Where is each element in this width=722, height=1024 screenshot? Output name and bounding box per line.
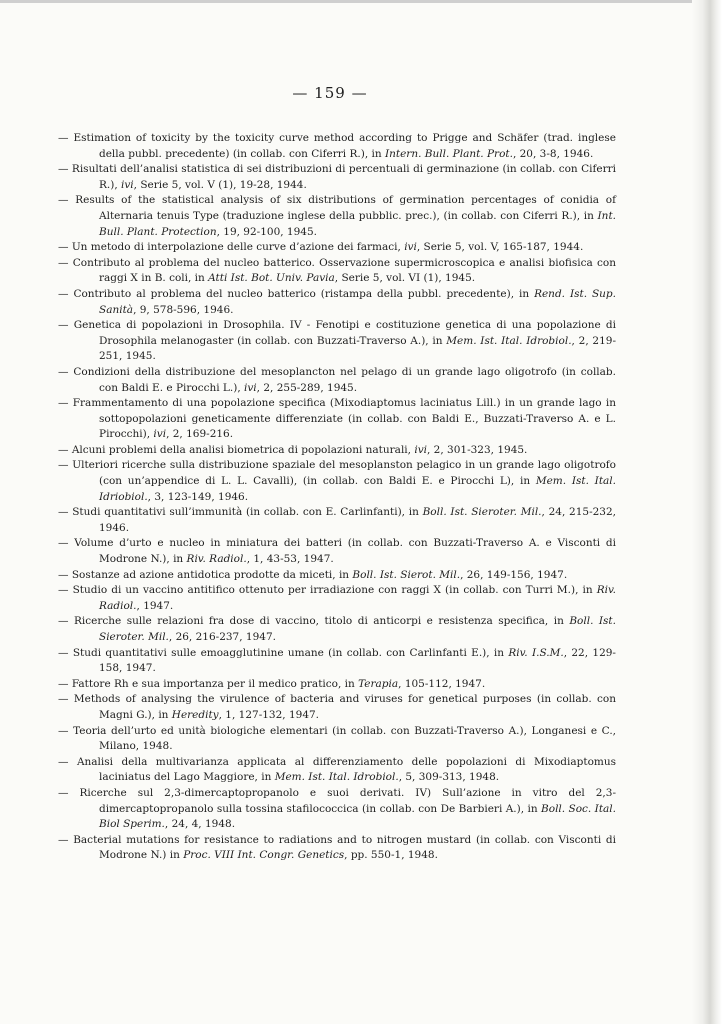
entry-text: , 20, 3-8, 1946. bbox=[512, 147, 594, 160]
entry-text: , 105-112, 1947. bbox=[398, 677, 486, 690]
entry-text: — Alcuni problemi della analisi biometrica di popolazioni naturali, bbox=[58, 443, 415, 456]
bibliography-entry bbox=[58, 568, 616, 584]
bibliography-entry bbox=[58, 396, 616, 443]
entry-source-italic: Boll. Ist. Sieroter. Mil. bbox=[422, 506, 542, 519]
bibliography-entry bbox=[58, 614, 616, 645]
bibliography-entry bbox=[58, 692, 616, 723]
entry-text: — Contributo al problema del nucleo batterico. Osservazione supermicroscopica e analisi biofisica con raggi X in B. coli, in bbox=[58, 256, 616, 285]
entry-source-italic: Mem. Ist. Ital. Idriobiol. bbox=[99, 475, 616, 503]
bibliography-entry bbox=[58, 677, 616, 693]
page-number: — 159 — bbox=[292, 84, 368, 102]
entry-text: , 3, 123-149, 1946. bbox=[147, 490, 249, 503]
page-binding-edge bbox=[692, 0, 722, 1024]
entry-text: , 24, 215-232, 1946. bbox=[99, 506, 616, 534]
entry-source-italic: Rend. Ist. Sup. Sanità bbox=[99, 287, 616, 316]
entry-text: — Ricerche sul 2,3-dimercaptopropanolo e suoi derivati. IV) Sull’azione in vitro del 2,3-dimercaptopropanolo sulla tossina stafilococcica (in collab. con De Barbieri A.), in bbox=[58, 786, 616, 815]
bibliography-entry bbox=[58, 287, 616, 318]
entry-text: , 5, 309-313, 1948. bbox=[398, 771, 500, 784]
entry-source-italic: Mem. Ist. Ital. Idrobiol. bbox=[446, 334, 572, 347]
entry-source-italic: Heredity bbox=[171, 708, 219, 721]
entry-text: , 26, 216-237, 1947. bbox=[168, 631, 276, 643]
entry-source-italic: ivi bbox=[404, 241, 417, 254]
entry-source-italic: ivi bbox=[121, 178, 134, 191]
entry-text: , 1947. bbox=[136, 599, 174, 612]
entry-text: , 2, 255-289, 1945. bbox=[256, 381, 358, 394]
entry-text: — Studio di un vaccino antitifico ottenuto per irradiazione con raggi X (in collab. con Turri M.), in bbox=[58, 584, 597, 597]
page-top-edge bbox=[0, 0, 722, 3]
bibliography-entry bbox=[58, 256, 616, 287]
bibliography-entry bbox=[58, 755, 616, 786]
bibliography-entry bbox=[58, 365, 616, 396]
entry-source-italic: Int. Bull. Plant. Protection bbox=[99, 209, 616, 238]
entry-text: — Sostanze ad azione antidotica prodotte da miceti, in bbox=[58, 568, 353, 581]
entry-source-italic: Proc. VIII Int. Congr. Genetics bbox=[183, 849, 345, 862]
entry-source-italic: Boll. Ist. Sieroter. Mil. bbox=[99, 615, 616, 643]
entry-text: — Bacterial mutations for resistance to radiations and to nitrogen mustard (in collab. con Visconti di Modrone N.) in bbox=[58, 833, 616, 862]
entry-source-italic: Boll. Soc. Ital. Biol Sperim. bbox=[99, 802, 616, 831]
entry-text: , 22, 129-158, 1947. bbox=[99, 646, 616, 675]
entry-source-italic: Riv. Radiol. bbox=[186, 553, 247, 566]
entry-text: — Results of the statistical analysis of six distributions of germination percentages of conidia of Alternaria tenuis Type (traduzione inglese della pubblic. prec.), (in collab. con Ciferri R.), in bbox=[58, 194, 616, 222]
bibliography-entry bbox=[58, 318, 616, 365]
entry-text: — Contributo al problema del nucleo batterico (ristampa della pubbl. precedente), in bbox=[58, 287, 535, 300]
bibliography-entry bbox=[58, 131, 616, 162]
entry-text: , 19, 92-100, 1945. bbox=[216, 225, 317, 238]
bibliography-list bbox=[58, 131, 616, 864]
entry-text: , Serie 5, vol. VI (1), 1945. bbox=[334, 272, 476, 285]
entry-text: , 2, 169-216. bbox=[166, 428, 234, 441]
entry-text: — Methods of analysing the virulence of bacteria and viruses for genetical purposes (in collab. con Magni G.), in bbox=[58, 693, 616, 721]
entry-source-italic: Mem. Ist. Ital. Idrobiol. bbox=[274, 771, 399, 784]
entry-source-italic: ivi bbox=[153, 428, 167, 441]
entry-text: , 1, 43-53, 1947. bbox=[246, 553, 334, 566]
entry-text: — Risultati dell’analisi statistica di sei distribuzioni di percentuali di germinazione (in collab. con Ciferri R.), bbox=[58, 163, 616, 191]
entry-text: — Frammentamento di una popolazione specifica (Mixodiaptomus laciniatus Lill.) in un grande lago in sottopopolazioni geneticamente differenziate (in collab. con Baldi E., Buzzati-Traverso A. e L. Pirocchi), bbox=[58, 397, 616, 441]
entry-source-italic: Terapia bbox=[358, 677, 399, 690]
entry-source-italic: ivi bbox=[414, 443, 427, 456]
entry-text: — Condizioni della distribuzione del mesoplancton nel pelago di un grande lago oligotrofo (in collab. con Baldi E. e Pirocchi L.), bbox=[58, 365, 616, 394]
entry-source-italic: Atti Ist. Bot. Univ. Pavia bbox=[208, 272, 335, 285]
entry-text: , 2, 219-251, 1945. bbox=[99, 334, 617, 363]
entry-text: , Serie 5, vol. V (1), 19-28, 1944. bbox=[133, 178, 307, 191]
bibliography-entry bbox=[58, 583, 616, 614]
entry-text: , Serie 5, vol. V, 165-187, 1944. bbox=[416, 241, 584, 254]
entry-text: , 26, 149-156, 1947. bbox=[460, 568, 568, 581]
entry-text: — Teoria dell’urto ed unità biologiche elementari (in collab. con Buzzati-Traverso A.), Longanesi e C., Milano, 1948. bbox=[58, 724, 616, 753]
entry-text: — Fattore Rh e sua importanza per il medico pratico, in bbox=[58, 677, 359, 690]
entry-text: , pp. 550-1, 1948. bbox=[344, 849, 438, 862]
entry-text: , 2, 301-323, 1945. bbox=[427, 443, 528, 456]
bibliography-entry bbox=[58, 240, 616, 256]
bibliography-entry bbox=[58, 162, 616, 193]
bibliography-entry bbox=[58, 458, 616, 505]
bibliography-entry bbox=[58, 833, 616, 864]
entry-text: — Estimation of toxicity by the toxicity curve method according to Prigge and Schäfer (trad. inglese della pubbl. precedente) (in collab. con Ciferri R.), in bbox=[58, 132, 616, 160]
bibliography-entry bbox=[58, 193, 616, 240]
entry-text: — Genetica di popolazioni in Drosophila. IV - Fenotipi e costituzione genetica di una popolazione di Drosophila melanogaster (in collab. con Buzzati-Traverso A.), in bbox=[58, 319, 616, 347]
entry-text: , 1, 127-132, 1947. bbox=[218, 708, 320, 721]
entry-text: — Studi quantitativi sull’immunità (in collab. con E. Carlinfanti), in bbox=[58, 506, 423, 519]
entry-text: , 9, 578-596, 1946. bbox=[133, 303, 234, 316]
entry-text: — Ricerche sulle relazioni fra dose di vaccino, titolo di anticorpi e resistenza specifica, in bbox=[58, 615, 570, 628]
entry-text: — Un metodo di interpolazione delle curve d’azione dei farmaci, bbox=[58, 241, 405, 254]
bibliography-entry bbox=[58, 536, 616, 567]
entry-source-italic: ivi bbox=[244, 381, 257, 394]
entry-text: — Ulteriori ricerche sulla distribuzione spaziale del mesoplanston pelagico in un grande lago oligotrofo (con un’appendice di L. L. Cavalli), (in collab. con Baldi E. e Pirocchi L), in bbox=[58, 459, 616, 488]
entry-text: — Analisi della multivarianza applicata al differenziamento delle popolazioni di Mixodiaptomus laciniatus del Lago Maggiore, in bbox=[58, 755, 616, 784]
bibliography-entry bbox=[58, 786, 616, 833]
bibliography-entry bbox=[58, 505, 616, 536]
bibliography-entry bbox=[58, 443, 616, 459]
bibliography-entry bbox=[58, 646, 616, 677]
entry-source-italic: Boll. Ist. Sierot. Mil. bbox=[352, 568, 461, 581]
entry-text: — Studi quantitativi sulle emoagglutinine umane (in collab. con Carlinfanti E.), in bbox=[58, 646, 509, 659]
entry-text: , 24, 4, 1948. bbox=[164, 818, 236, 831]
entry-text: — Volume d’urto e nucleo in miniatura dei batteri (in collab. con Buzzati-Traverso A. e Visconti di Modrone N.), in bbox=[58, 537, 616, 566]
entry-source-italic: Intern. Bull. Plant. Prot. bbox=[384, 147, 513, 160]
entry-source-italic: Riv. Radiol. bbox=[99, 584, 616, 612]
bibliography-entry bbox=[58, 724, 616, 755]
entry-source-italic: Riv. I.S.M. bbox=[508, 646, 564, 659]
